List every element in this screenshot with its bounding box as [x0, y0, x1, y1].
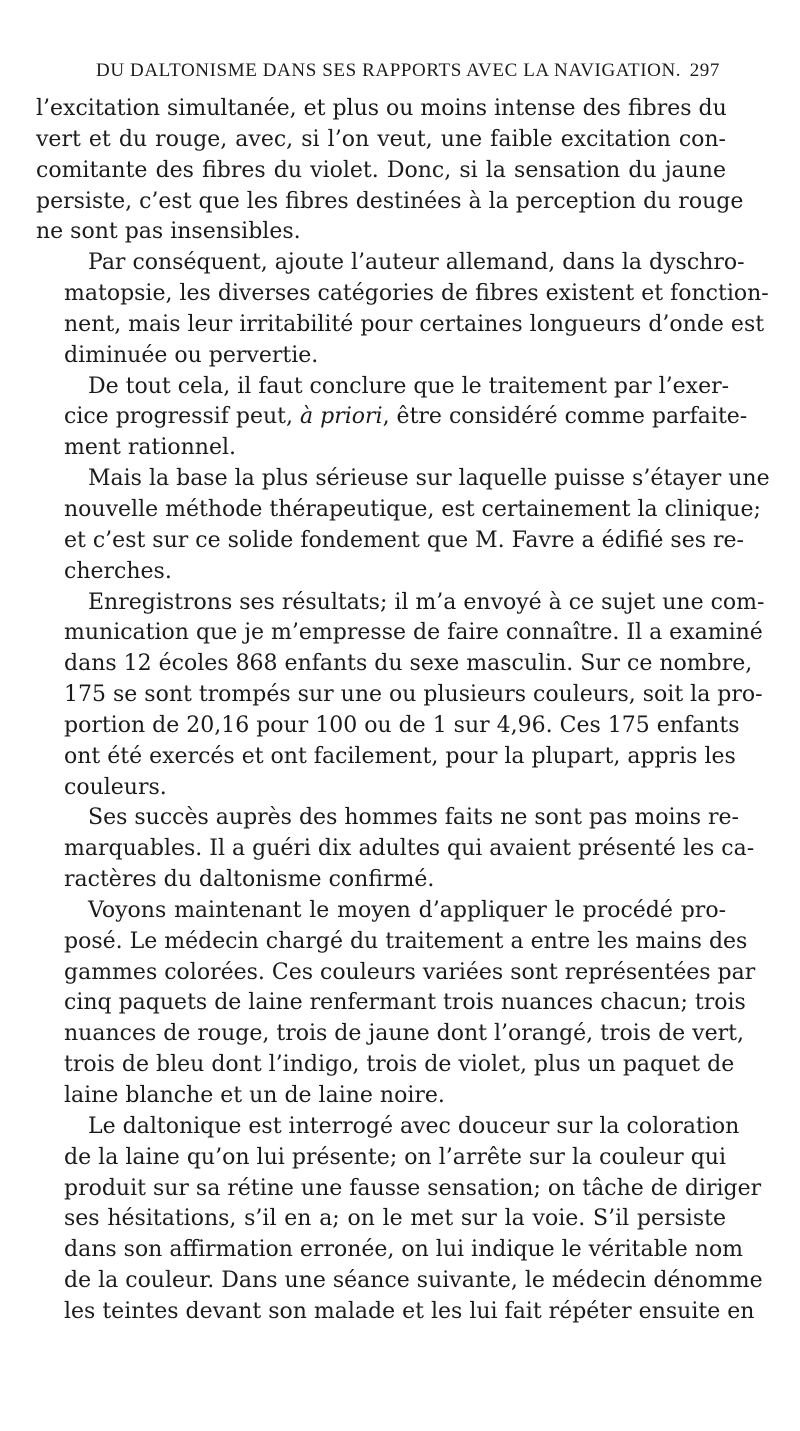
text-line: laine blanche et un de laine noire.	[64, 1083, 445, 1108]
text-line: Le daltonique est interrogé avec douceur sur la coloration	[88, 1113, 740, 1139]
text-line: gammes colorées. Ces couleurs variées sont représentées par	[64, 959, 756, 985]
paragraph	[36, 1112, 763, 1328]
text-line: l’excitation simultanée, et plus ou moins intense des fibres du	[36, 96, 727, 121]
running-header	[36, 60, 726, 94]
paragraph	[36, 94, 744, 248]
paragraph	[36, 896, 756, 1112]
text-line: trois de bleu dont l’indigo, trois de violet, plus un paquet de	[64, 1052, 735, 1078]
text-line: munication que je m’empresse de faire connaître. Il a examiné	[64, 620, 763, 646]
paragraph	[36, 803, 755, 896]
running-title: DU DALTONISME DANS SES RAPPORTS AVEC LA NAVIGATION.	[96, 60, 682, 81]
text-line: de la laine qu’on lui présente; on l’arrête sur la couleur qui	[64, 1144, 726, 1170]
text-line: matopsie, les diverses catégories de fibres existent et fonction-	[64, 281, 769, 307]
text-line: vert et du rouge, avec, si l’on veut, une faible excitation con-	[36, 126, 726, 152]
text-line: persiste, c’est que les fibres destinées à la perception du rouge	[36, 188, 744, 214]
text-line: les teintes devant son malade et les lui fait répéter ensuite en	[64, 1298, 755, 1324]
text-line: Par conséquent, ajoute l’auteur allemand, dans la dyschro-	[88, 250, 745, 276]
text-line: comitante des fibres du violet. Donc, si la sensation du jaune	[36, 157, 726, 183]
text-line: posé. Le médecin chargé du traitement a entre les mains des	[64, 928, 748, 954]
text-line: et c’est sur ce solide fondement que M. Favre a édifié ses re-	[64, 527, 744, 553]
body-text	[36, 94, 770, 1328]
book-page	[36, 60, 770, 1328]
text-line: couleurs.	[64, 774, 167, 800]
text-line: marquables. Il a guéri dix adultes qui avaient présenté les ca-	[64, 836, 755, 862]
text-line: cherches.	[64, 558, 172, 584]
text-line: Mais la base la plus sérieuse sur laquelle puisse s’étayer une	[88, 466, 770, 492]
page-number: 297	[689, 60, 720, 81]
text-line: ment rationnel.	[64, 435, 237, 461]
paragraph	[36, 372, 748, 465]
paragraph	[36, 248, 769, 371]
text-line	[36, 402, 748, 433]
paragraph	[36, 464, 770, 587]
text-line: cinq paquets de laine renfermant trois nuances chacun; trois	[64, 990, 746, 1016]
text-line: produit sur sa rétine une fausse sensation; on tâche de diriger	[64, 1175, 762, 1201]
text-line: ractères du daltonisme confirmé.	[64, 867, 435, 893]
text-line: portion de 20,16 pour 100 ou de 1 sur 4,96. Ces 175 enfants	[64, 712, 740, 738]
text-line: dans son affirmation erronée, on lui indique le véritable nom	[64, 1237, 744, 1263]
text-line: 175 se sont trompés sur une ou plusieurs couleurs, soit la pro-	[64, 682, 763, 708]
text-line: Enregistrons ses résultats; il m’a envoyé à ce sujet une com-	[88, 589, 765, 615]
text-line: De tout cela, il faut conclure que le traitement par l’exer-	[88, 373, 730, 399]
text-line: ses hésitations, s’il en a; on le met sur la voie. S’il persiste	[64, 1206, 726, 1232]
text-line: nent, mais leur irritabilité pour certaines longueurs d’onde est	[64, 311, 765, 337]
text-line: Ses succès auprès des hommes faits ne sont pas moins re-	[88, 805, 739, 831]
paragraph	[36, 588, 765, 804]
text-line: ne sont pas insensibles.	[36, 219, 301, 245]
text-fragment: , être considéré comme parfaite-	[382, 404, 748, 430]
text-fragment: cice progressif peut,	[64, 404, 301, 430]
text-line: nouvelle méthode thérapeutique, est certainement la clinique;	[64, 496, 761, 522]
italic-phrase: à priori	[300, 404, 383, 430]
text-line: ont été exercés et ont facilement, pour la plupart, appris les	[64, 743, 736, 769]
text-line: dans 12 écoles 868 enfants du sexe masculin. Sur ce nombre,	[64, 651, 753, 677]
text-line: diminuée ou pervertie.	[64, 342, 319, 368]
text-line: nuances de rouge, trois de jaune dont l’orangé, trois de vert,	[64, 1021, 744, 1047]
text-line: de la couleur. Dans une séance suivante, le médecin dénomme	[64, 1268, 763, 1294]
text-line: Voyons maintenant le moyen d’appliquer le procédé pro-	[88, 897, 726, 923]
